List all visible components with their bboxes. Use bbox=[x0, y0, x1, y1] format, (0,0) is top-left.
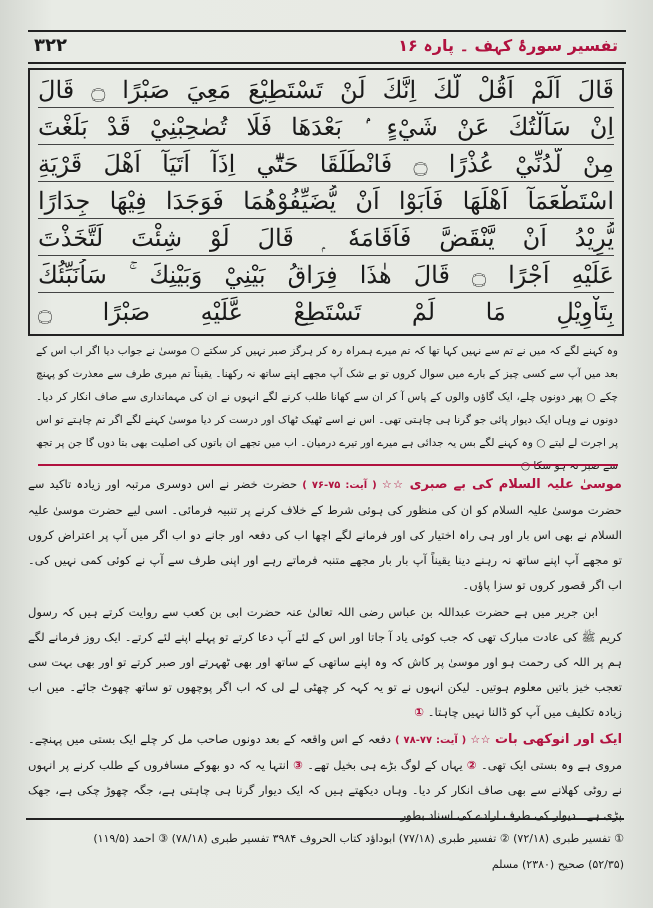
footnote-line: ① تفسیر طبری (۷۲/۱۸) ② تفسیر طبری (۷۷/۱۸) ابوداؤد کتاب الحروف ۳۹۸۴ تفسیر طبری (۷۸/۱۸) ③ احمد (۱۱۹/۵) bbox=[93, 832, 624, 845]
verse-reference: ( آیت: ۷۷-۷۸ ) bbox=[395, 735, 467, 746]
section-1-heading: موسیٰ علیہ السلام کی بے صبری bbox=[409, 477, 622, 492]
page-header bbox=[28, 30, 626, 64]
section-2-body-2: انتہا یہ کہ دو بھوکے مسافروں کے طلب کرنے پر انہوں نے روٹی کھلانے سے بھی صاف انکار کر دیا۔ وہاں دیکھتے ہیں کہ ایک دیوار گرنا ہی چاہتی ہے، جگہ چھوڑ چکی ہے، جھک پڑی ہے۔ دیوار کی طرف ارادے کی اسناد بطور bbox=[28, 758, 622, 822]
urdu-translation: وہ کہنے لگے کہ میں نے تم سے نہیں کہا تھا کہ تم میرے ہمراہ رہ کر ہرگز صبر نہیں کر سکتے ○ موسیٰ نے جواب دیا اگر اب اس کے بعد میں آپ سے کسی چیز کے بارے میں سوال کروں تو بے شک آپ مجھے اپنے ساتھ نہ رکھنا۔ یقیناً تم میری طرف سے معذرت کو پہنچ چکے ○ پھر دونوں چلے، ایک گاؤں والوں کے پاس آ کر ان سے کھانا طلب کرنے لگے انہوں نے ان کی مہمانداری سے صاف انکار کر دیا۔ دونوں نے وہاں ایک دیوار پائی جو گرنا ہی چاہتی تھی۔ اس نے اسے ٹھیک ٹھاک اور درست کر دیا موسیٰ کہنے لگے اگر تم چاہتے تو اس پر اجرت لے لیتے ○ وہ کہنے لگے بس یہ جدائی ہے میرے اور تیرے درمیان۔ اب میں تجھے ان باتوں کی اصلیت بھی بتا دوں گا جن پر تجھ سے صبر نہ ہو سکا ○ bbox=[36, 345, 618, 472]
quran-line: بِتَاْوِيْلِ مَا لَمْ تَسْتَطِعْ عَّلَيْهِ صَبْرًا ۝ bbox=[38, 298, 614, 326]
section-1-para2: ابن جریر میں ہے حضرت عبداللہ بن عباس رضی اللہ تعالیٰ عنہ حضرت ابی بن کعب سے روایت کرتے ہیں کہ رسول کریم ﷺ کی عادت مبارک تھی کہ جب کوئی یاد آ جاتا اور اس کے لئے آپ دعا کرتے تو پہلے اپنے لئے کرتے۔ ایک روز فرمانے لگے ہم پر اللہ کی رحمت ہو اور موسیٰ پر کاش کہ وہ اپنے ساتھی کے ساتھ اور بھی ٹھہرتے اور صبر کرتے تو اور بھی بہت سی تعجب خیز باتیں معلوم ہوتیں۔ لیکن انہوں نے تو یہ کہہ کر چھٹی لے لی کہ اب اگر پوچھوں تو ساتھ چھوٹ جائے۔ میں اب زیادہ تکلیف میں آپ کو ڈالنا نہیں چاہتا۔ bbox=[28, 605, 622, 719]
star-ornament: ☆☆ bbox=[381, 478, 405, 491]
section-1-body: کو ان کی منظور کی ہوئی شرط کے خلاف کرنے پر تنبیہ فرمائی۔ اسی لیے حضرت موسیٰ علیہ السلام نے بھی اس بار اور ہی راہ اختیار کی اور فرمانے لگے اچھا اب کی دفعہ اور جانے دو اب اگر میں آپ پر اعتراض کروں تو مجھے آپ اپنے ساتھ نہ رہنے دینا یقیناً آپ بار بار مجھے متنبہ فرماتے رہے اور اپنی طرف سے آپ نے کوئی کمی نہیں کی۔ اب اگر قصور کروں تو سزا پاؤں۔ bbox=[28, 503, 622, 592]
section-1-paragraph bbox=[28, 472, 622, 598]
quran-line: عَلَيْهِ اَجْرًا ۝ قَالَ هٰذَا فِرَاقُ بَيْنِيْ وَبَيْنِكَ ۚ سَاُنَبِّئُكَ bbox=[38, 259, 614, 293]
footnote-line: (۵۲/۳۵) صحیح (۲۳۸۰) مسلم bbox=[491, 858, 624, 871]
verse-reference: ( آیت: ۷۵-۷۶ ) bbox=[302, 480, 377, 491]
section-1-paragraph-2 bbox=[28, 600, 622, 725]
running-title: تفسیر سورۂ کہف ۔ پارہ ۱۶ bbox=[398, 36, 618, 55]
section-2-body: یہاں کے لوگ بڑے ہی بخیل تھے۔ bbox=[307, 758, 463, 772]
section-divider bbox=[38, 464, 618, 466]
footnotes bbox=[26, 818, 624, 878]
section-2-lead: دفعہ کے اس واقعہ کے بعد دونوں صاحب مل کر چلے ایک بستی میں پہنچے۔ مروی ہے وہ بستی ایک تھی۔ bbox=[28, 732, 623, 772]
commentary bbox=[28, 472, 622, 828]
page-number: ۳۲۲ bbox=[34, 35, 67, 56]
footnote-mark: ③ bbox=[293, 758, 304, 772]
quran-line: اسْتَطْعَمَآ اَهْلَهَا فَاَبَوْا اَنْ يُّضَيِّفُوْهُمَا فَوَجَدَا فِيْهَا جِدَارًا bbox=[38, 185, 614, 219]
quran-line: اِنْ سَاَلْتُكَ عَنْ شَيْءٍ ۢ بَعْدَهَا فَلَا تُصٰحِبْنِيْ قَدْ بَلَغْتَ bbox=[38, 111, 614, 145]
footnote-mark: ② bbox=[466, 758, 477, 772]
quran-line: مِنْ لَّدُنِّيْ عُذْرًا ۝ فَانْطَلَقَا حَتّٰٓي اِذَآ اَتَيَآ اَهْلَ قَرْيَةِ bbox=[38, 148, 614, 182]
quran-verse-box bbox=[28, 68, 624, 336]
section-2-heading: ایک اور انوکھی بات bbox=[494, 732, 623, 747]
section-2-paragraph bbox=[28, 727, 622, 828]
star-ornament: ☆☆ bbox=[470, 733, 491, 746]
footnote-mark: ① bbox=[414, 705, 425, 719]
section-1-lead: حضرت خضر نے اس دوسری مرتبہ اور زیادہ تاکید سے حضرت موسیٰ علیہ السلام bbox=[28, 477, 623, 517]
quran-line: يُّرِيْدُ اَنْ يَّنْقَضَّ فَاَقَامَهٗ ۭ قَالَ لَوْ شِئْتَ لَتَّخَذْتَ bbox=[38, 222, 614, 256]
quran-line: قَالَ اَلَمْ اَقُلْ لَّكَ اِنَّكَ لَنْ تَسْتَطِيْعَ مَعِيَ صَبْرًا ۝ قَالَ bbox=[38, 74, 614, 108]
